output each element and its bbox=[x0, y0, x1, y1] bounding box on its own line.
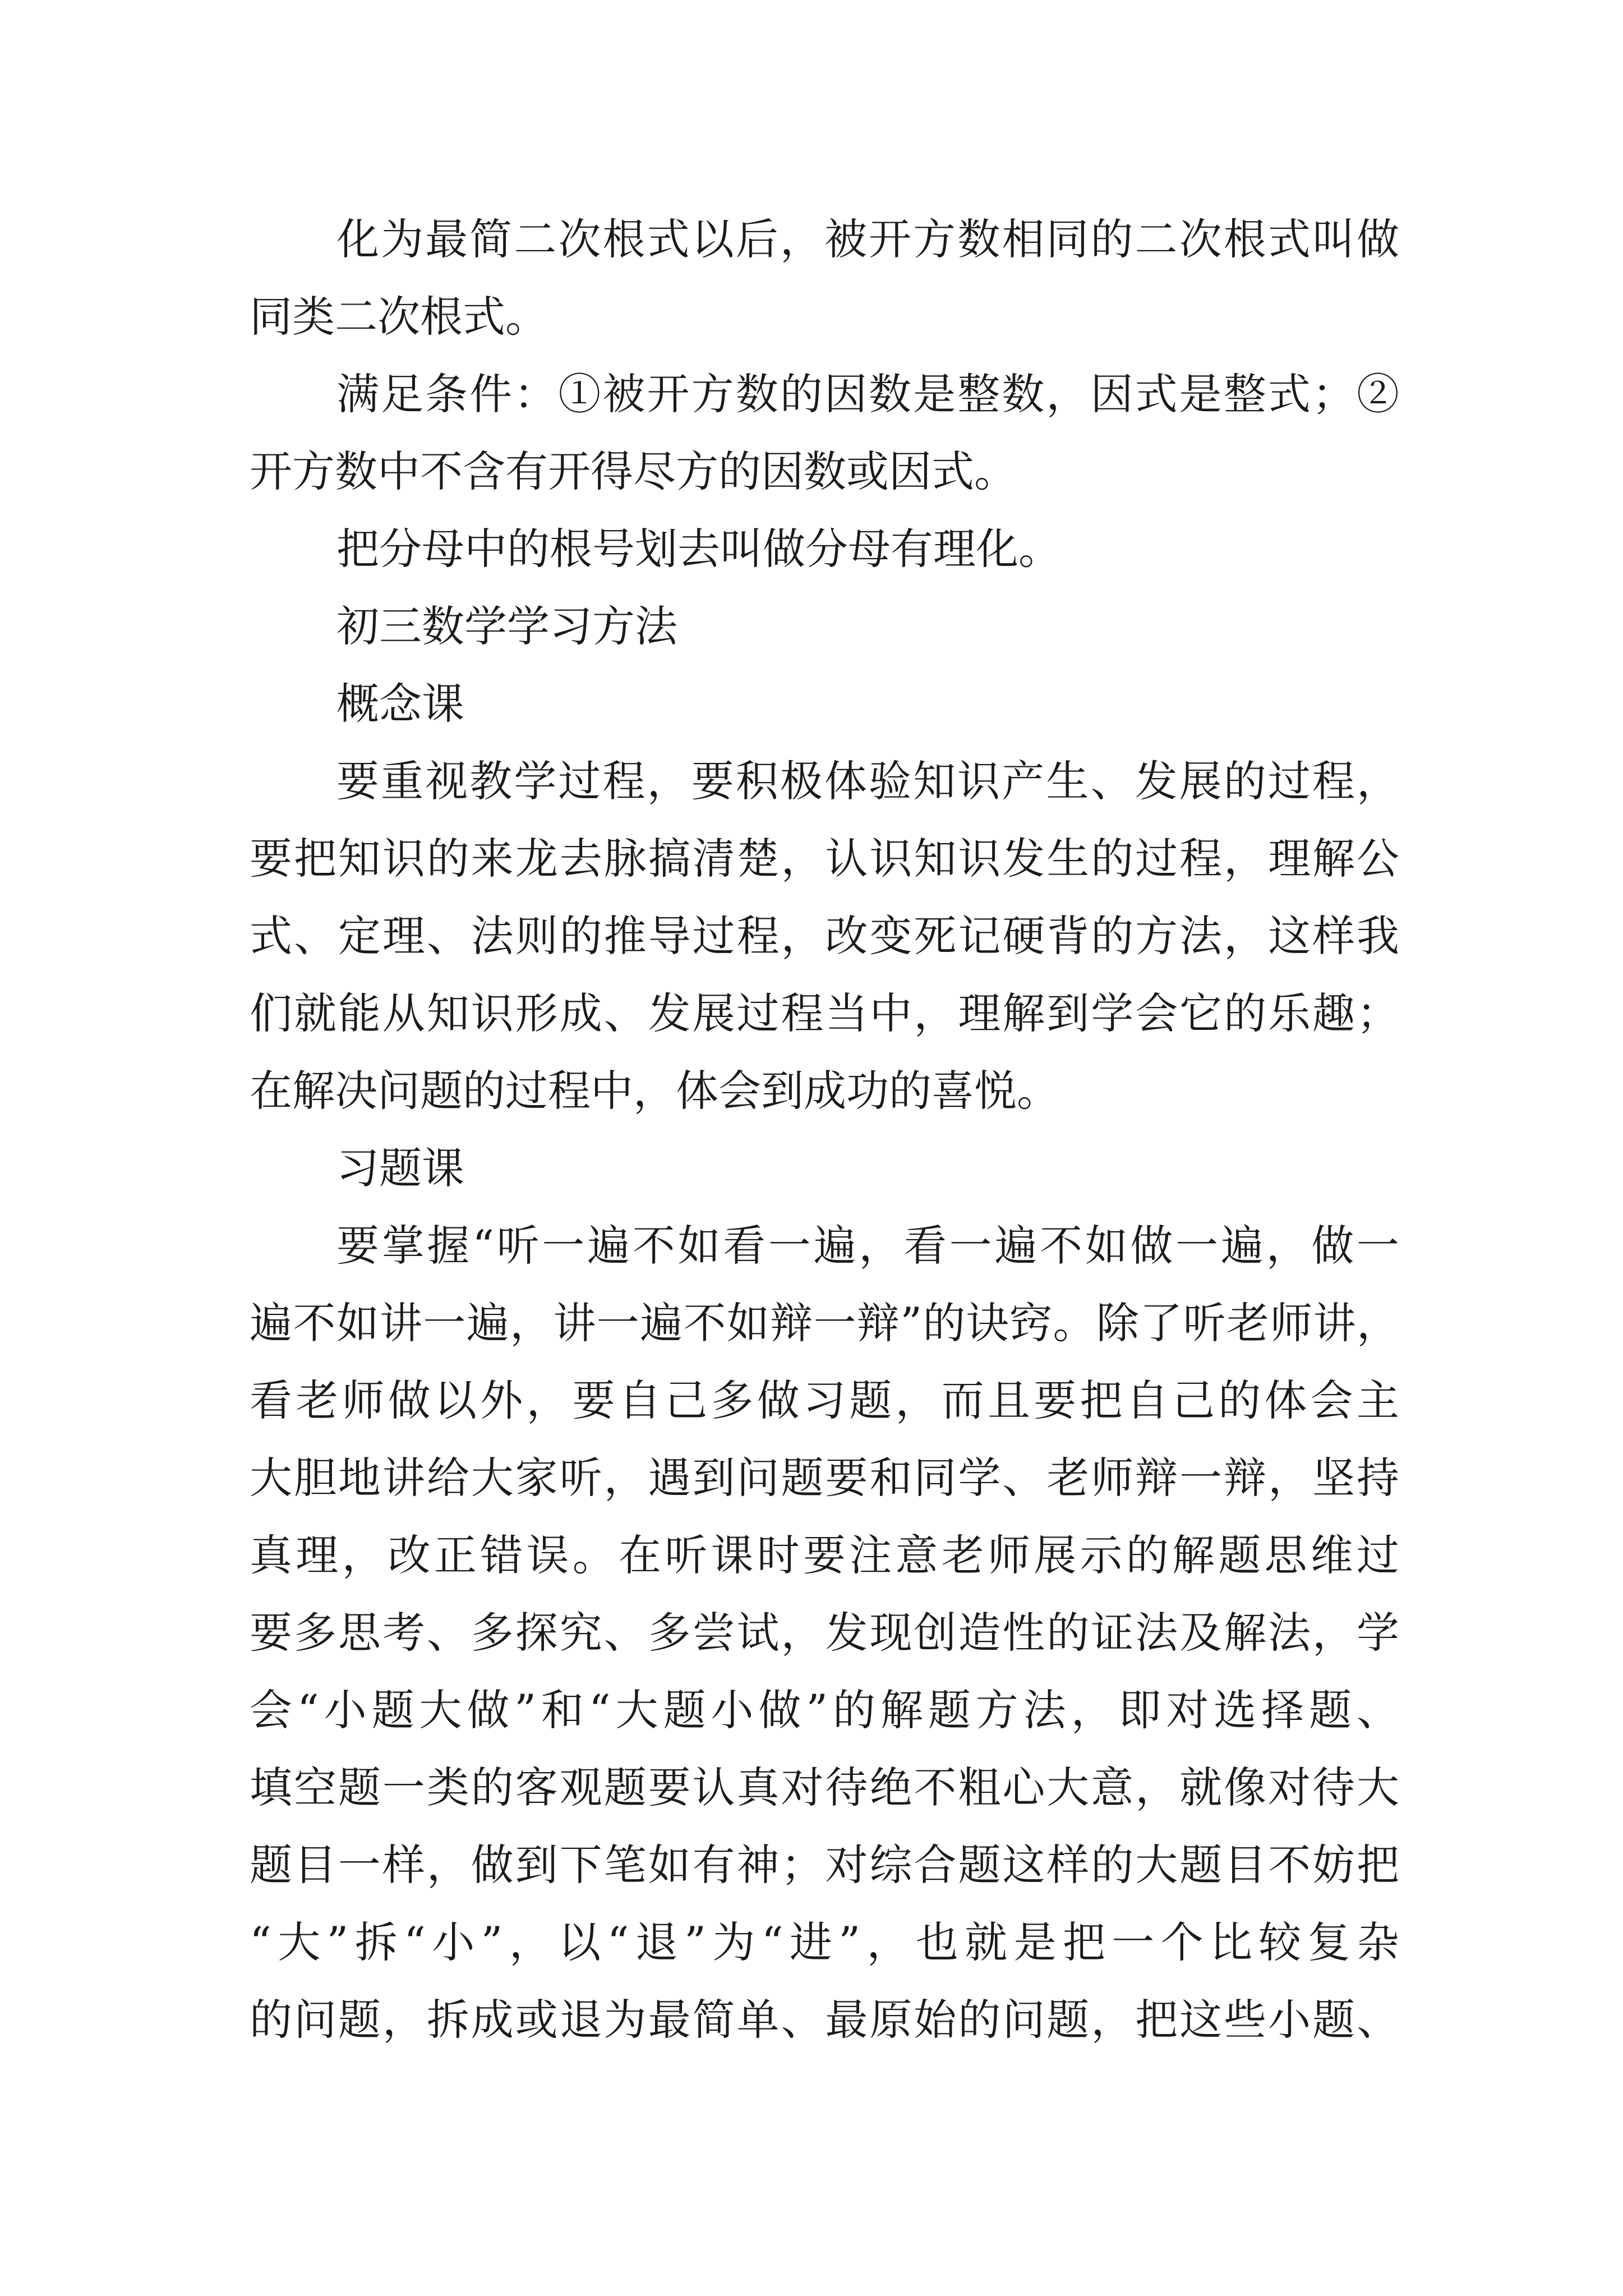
subsection-heading: 概念课 bbox=[336, 679, 464, 729]
text-line: 化为最简二次根式以后，被开方数相同的二次根式叫做 bbox=[336, 214, 1399, 264]
text-line: “大”拆“小”，以“退”为“进”，也就是把一个比较复杂 bbox=[250, 1917, 1399, 1967]
text-line: 同类二次根式。 bbox=[250, 292, 548, 342]
text-line: 要把知识的来龙去脉搞清楚，认识知识发生的过程，理解公 bbox=[250, 834, 1399, 884]
text-line: 开方数中不含有开得尽方的因数或因式。 bbox=[250, 447, 1017, 496]
text-line: 题目一样，做到下笔如有神；对综合题这样的大题目不妨把 bbox=[250, 1840, 1399, 1890]
text-line: 看老师做以外，要自己多做习题，而且要把自己的体会主 bbox=[250, 1375, 1399, 1425]
text-line: 填空题一类的客观题要认真对待绝不粗心大意，就像对待大 bbox=[250, 1763, 1399, 1812]
section-heading: 初三数学学习方法 bbox=[336, 601, 677, 651]
text-line: 要多思考、多探究、多尝试，发现创造性的证法及解法，学 bbox=[250, 1608, 1399, 1658]
text-line: 们就能从知识形成、发展过程当中，理解到学会它的乐趣； bbox=[250, 988, 1399, 1038]
subsection-heading: 习题课 bbox=[336, 1143, 464, 1193]
text-line: 大胆地讲给大家听，遇到问题要和同学、老师辩一辩，坚持 bbox=[250, 1453, 1399, 1503]
text-line: 式、定理、法则的推导过程，改变死记硬背的方法，这样我 bbox=[250, 911, 1399, 961]
text-line: 会“小题大做”和“大题小做”的解题方法，即对选择题、 bbox=[250, 1685, 1399, 1735]
text-line: 真理，改正错误。在听课时要注意老师展示的解题思维过 bbox=[250, 1530, 1399, 1580]
text-line: 的问题，拆成或退为最简单、最原始的问题，把这些小题、 bbox=[250, 1995, 1399, 2045]
text-line: 满足条件：①被开方数的因数是整数，因式是整式；② bbox=[336, 369, 1399, 419]
text-line: 遍不如讲一遍，讲一遍不如辩一辩”的诀窍。除了听老师讲， bbox=[250, 1298, 1399, 1348]
text-line: 在解决问题的过程中，体会到成功的喜悦。 bbox=[250, 1066, 1059, 1116]
text-line: 把分母中的根号划去叫做分母有理化。 bbox=[336, 524, 1061, 574]
text-line: 要重视教学过程，要积极体验知识产生、发展的过程， bbox=[336, 756, 1399, 806]
text-line: 要掌握“听一遍不如看一遍，看一遍不如做一遍，做一 bbox=[336, 1221, 1399, 1271]
